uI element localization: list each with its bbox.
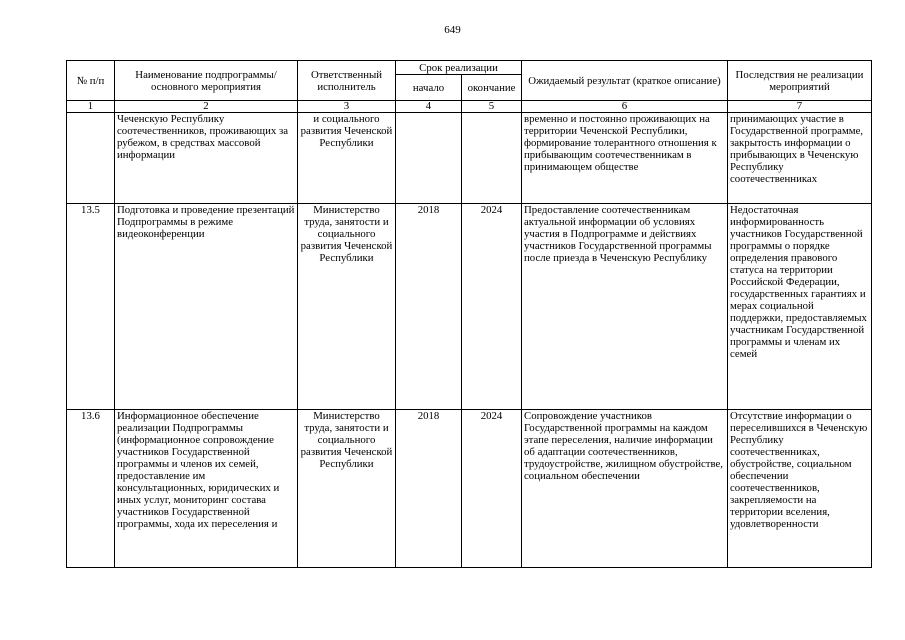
header-period: Срок реализации — [396, 61, 522, 75]
program-table — [66, 60, 872, 568]
row-result: Сопровождение участников Государственной программы на каждом этапе переселения, наличие информации об адаптации соотечественников, трудоустройстве, жилищном обустройстве, социальном обеспечении — [522, 409, 728, 567]
row-name: Информационное обеспечение реализации Подпрограммы (информационное сопровождение участников Государственной программы и членов их семей, предоставление им консультационных, юридических и иных услуг, мониторинг состава участников Государственной программы, хода их переселения и — [115, 409, 298, 567]
table-row — [67, 113, 872, 204]
row-start: 2018 — [396, 203, 462, 409]
header-consequences: Последствия не реализации мероприятий — [728, 61, 872, 101]
table-row — [67, 203, 872, 409]
header-start: начало — [396, 75, 462, 101]
table-row — [67, 409, 872, 567]
row-result: Предоставление соотечественникам актуальной информации об условиях участия в Подпрограмме и действиях участников Государственной программы после приезда в Чеченскую Республику — [522, 203, 728, 409]
header-result: Ожидаемый результат (краткое описание) — [522, 61, 728, 101]
row-num — [67, 113, 115, 204]
header-responsible: Ответственный исполнитель — [298, 61, 396, 101]
header-num: № п/п — [67, 61, 115, 101]
column-number: 3 — [298, 101, 396, 113]
column-number: 6 — [522, 101, 728, 113]
row-num: 13.5 — [67, 203, 115, 409]
row-end: 2024 — [462, 203, 522, 409]
column-number: 7 — [728, 101, 872, 113]
row-end — [462, 113, 522, 204]
row-start — [396, 113, 462, 204]
row-start: 2018 — [396, 409, 462, 567]
row-responsible: Министерство труда, занятости и социального развития Чеченской Республики — [298, 203, 396, 409]
column-number: 2 — [115, 101, 298, 113]
column-number: 1 — [67, 101, 115, 113]
row-end: 2024 — [462, 409, 522, 567]
column-number: 4 — [396, 101, 462, 113]
row-name: Чеченскую Республику соотечественников, проживающих за рубежом, в средствах массовой информации — [115, 113, 298, 204]
page-number: 649 — [444, 24, 461, 36]
row-num: 13.6 — [67, 409, 115, 567]
header-end: окончание — [462, 75, 522, 101]
row-name: Подготовка и проведение презентаций Подпрограммы в режиме видеоконференции — [115, 203, 298, 409]
row-responsible: Министерство труда, занятости и социального развития Чеченской Республики — [298, 409, 396, 567]
header-name: Наименование подпрограммы/ основного мероприятия — [115, 61, 298, 101]
column-number: 5 — [462, 101, 522, 113]
row-consequences: Отсутствие информации о переселившихся в Чеченскую Республику соотечественниках, обустройстве, социальном обеспечении соотечественников, закрепляемости на территории вселения, удовлетворенности — [728, 409, 872, 567]
row-consequences: принимающих участие в Государственной программе, закрытость информации о прибывающих в Чеченскую Республику соотечественниках — [728, 113, 872, 204]
row-consequences: Недостаточная информированность участников Государственной программы о порядке определения правового статуса на территории Российской Федерации, государственных гарантиях и мерах социальной поддержки, предоставляемых участникам Государственной программы и членам их семей — [728, 203, 872, 409]
row-responsible: и социального развития Чеченской Республики — [298, 113, 396, 204]
row-result: временно и постоянно проживающих на территории Чеченской Республики, формирование толерантного отношения к прибывающим соотечественникам в принимающем обществе — [522, 113, 728, 204]
